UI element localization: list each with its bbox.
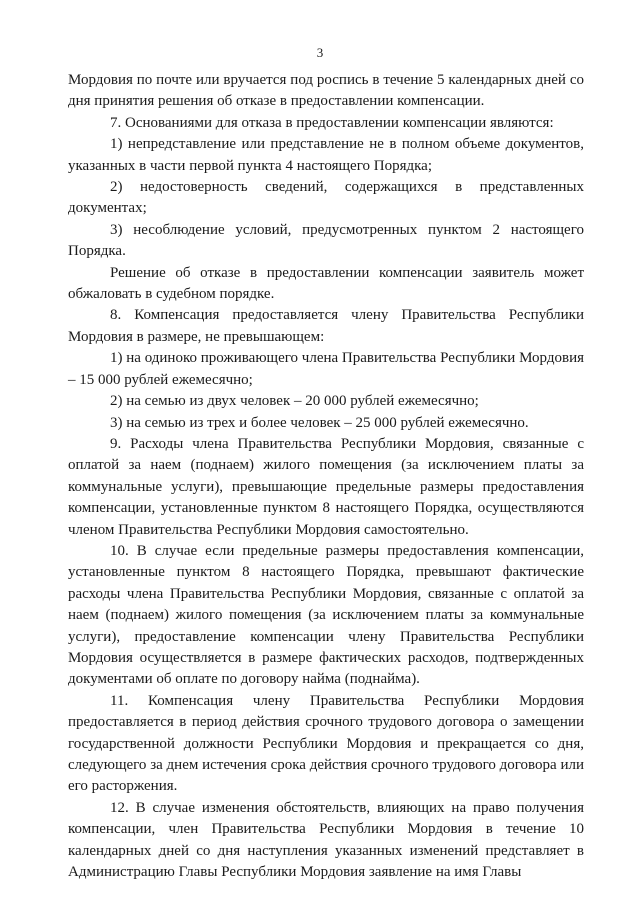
paragraph-subitem-8-2: 2) на семью из двух человек – 20 000 рублей ежемесячно; (110, 393, 479, 410)
paragraph-subitem-7-1: 1) непредставление или представление не в полном объеме документов, указанных в части первой пункта 4 настоящего Порядка; (68, 136, 584, 174)
document-body (68, 70, 584, 883)
paragraph-subitem-8-1: 1) на одиноко проживающего члена Правительства Республики Мордовия – 15 000 рублей ежемесячно; (68, 350, 584, 388)
paragraph-item-11: 11. Компенсация члену Правительства Республики Мордовия предоставляется в период действия срочного трудового договора о замещении государственной должности Республики Мордовия и прекращается со дня, следующего за днем истечения срока действия срочного трудового договора или его расторжения. (68, 692, 584, 795)
paragraph-subitem-7-2: 2) недостоверность сведений, содержащихся в представленных документах; (68, 179, 584, 217)
paragraph-continuation: Мордовия по почте или вручается под роспись в течение 5 календарных дней со дня принятия решения об отказе в предоставлении компенсации. (68, 72, 584, 110)
paragraph-item-9: 9. Расходы члена Правительства Республики Мордовия, связанные с оплатой за наем (поднаем) жилого помещения (за исключением платы за коммунальные услуги), превышающие предельные размеры предоставления компенсации, установленные пунктом 8 настоящего Порядка, осуществляются членом Правительства Республики Мордовия самостоятельно. (68, 435, 584, 538)
paragraph-item-12: 12. В случае изменения обстоятельств, влияющих на право получения компенсации, член Правительства Республики Мордовия в течение 10 календарных дней со дня наступления указанных изменений представляет в Администрацию Главы Республики Мордовия заявление на имя Главы (68, 799, 584, 881)
paragraph-subitem-7-3: 3) несоблюдение условий, предусмотренных пунктом 2 настоящего Порядка. (68, 221, 584, 260)
page-number: 3 (316, 45, 324, 60)
paragraph-item-10: 10. В случае если предельные размеры предоставления компенсации, установленные пунктом 8 настоящего Порядка, превышают фактические расходы члена Правительства Республики Мордовия, связанные с оплатой за наем (поднаем) жилого помещения (за исключением платы за коммунальные услуги), предоставление компенсации члену Правительства Республики Мордовия осуществляется в размере фактических расходов, подтвержденных документами об оплате по договору найма (поднайма). (68, 542, 584, 688)
paragraph-appeal: Решение об отказе в предоставлении компенсации заявитель может обжаловать в судебном порядке. (68, 264, 584, 303)
paragraph-subitem-8-3: 3) на семью из трех и более человек – 25 000 рублей ежемесячно. (110, 414, 529, 431)
paragraph-item-8: 8. Компенсация предоставляется члену Правительства Республики Мордовия в размере, не превышающем: (68, 307, 584, 345)
paragraph-item-7: 7. Основаниями для отказа в предоставлении компенсации являются: (110, 114, 554, 131)
